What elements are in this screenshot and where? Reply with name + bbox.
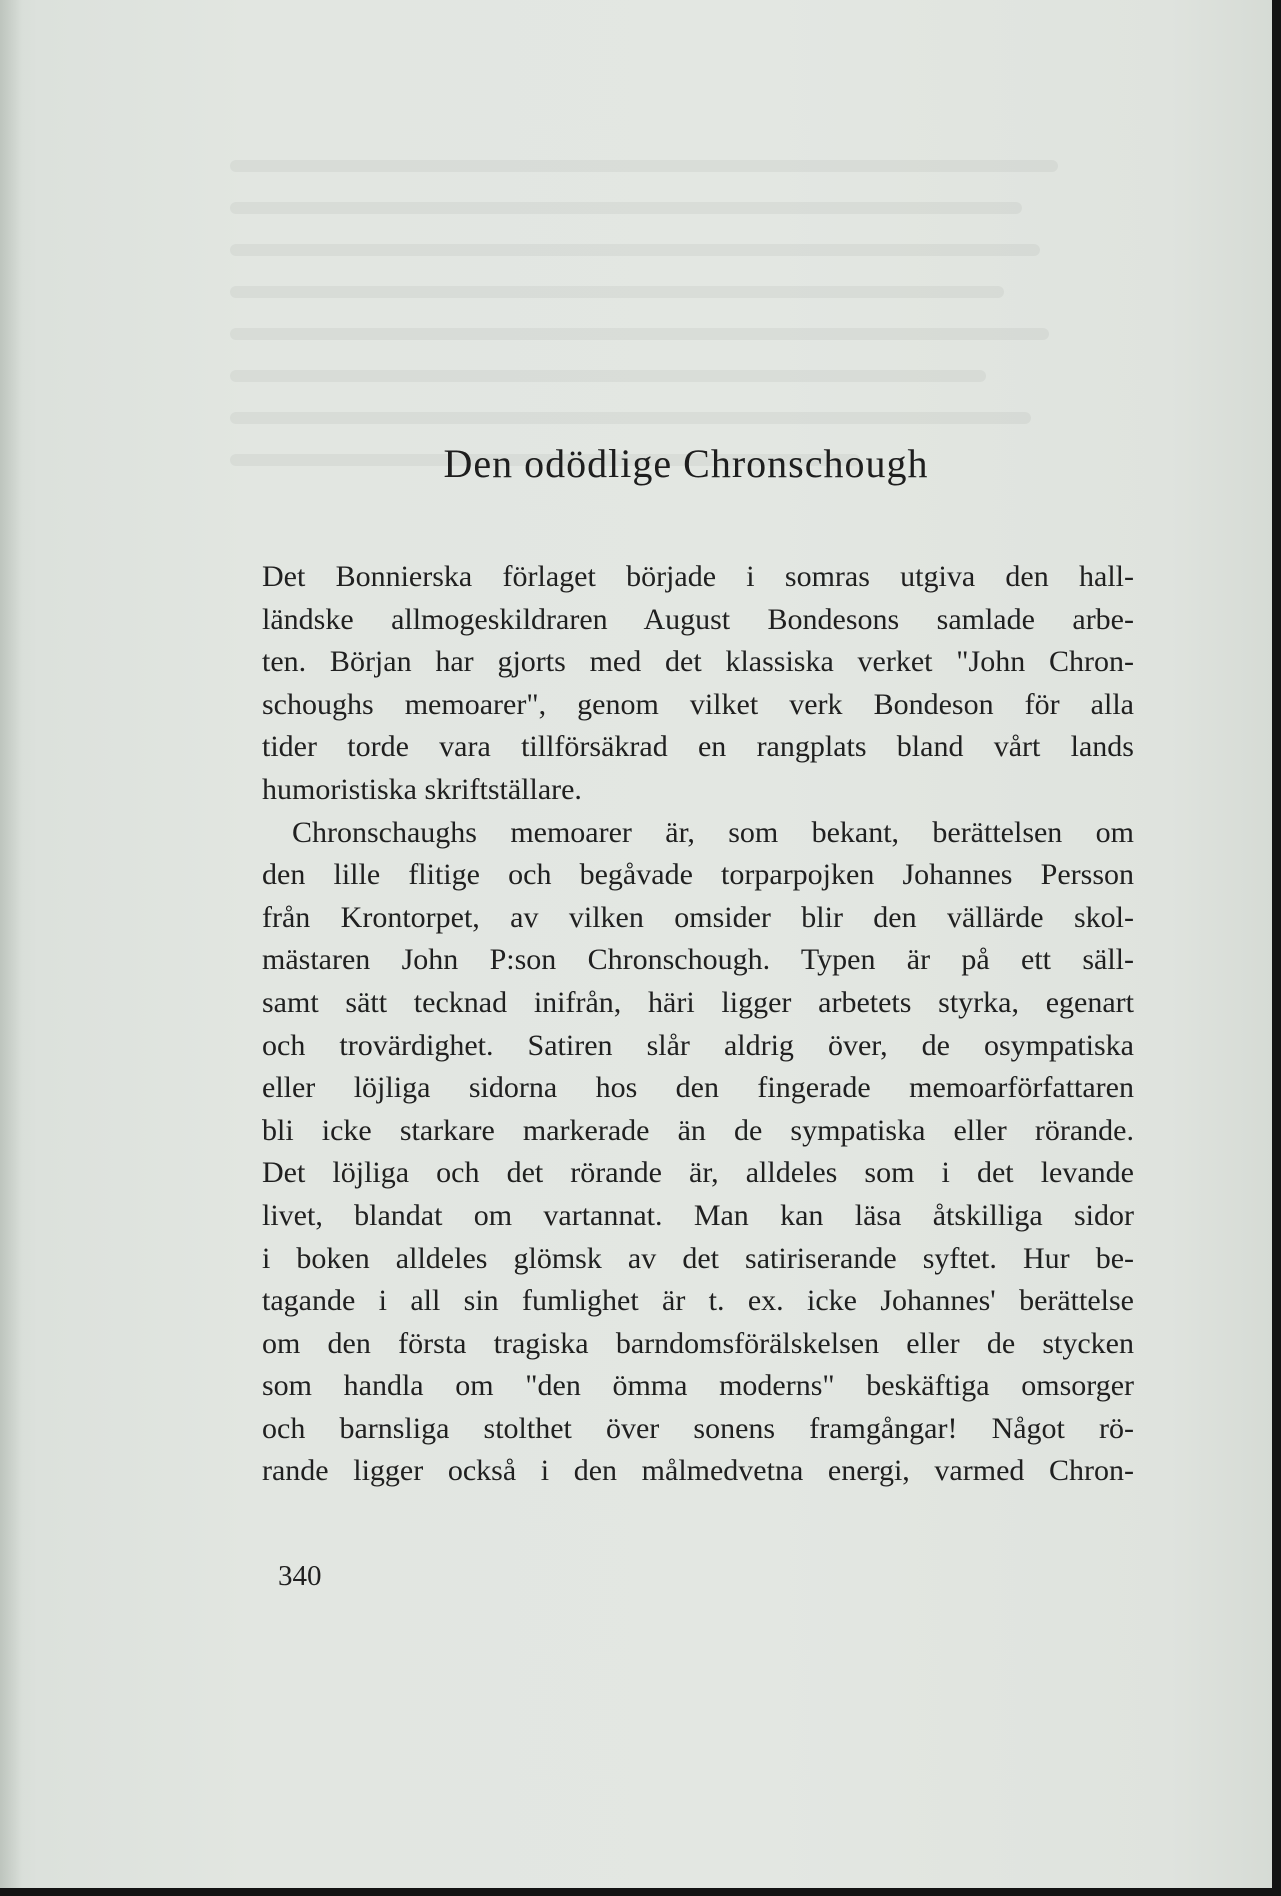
text-line: Chronschaughs memoarer är, som bekant, berättelsen om [292, 815, 1134, 849]
text-line: ten. Början har gjorts med det klassiska verket "John Chron- [262, 645, 1134, 679]
text-line: eller löjliga sidorna hos den fingerade memoarförfattaren [262, 1071, 1134, 1105]
text-line: i boken alldeles glömsk av det satiriserande syftet. Hur be- [262, 1241, 1134, 1275]
text-line: om den första tragiska barndomsförälskelsen eller de stycken [262, 1326, 1134, 1360]
text-line: Det Bonnierska förlaget började i somras utgiva den hall- [262, 560, 1134, 593]
text-line: tider torde vara tillförsäkrad en rangplats bland vårt lands [262, 730, 1134, 764]
bleed-through-texture [230, 160, 1130, 560]
text-line: den lille flitige och begåvade torparpojken Johannes Persson [262, 858, 1134, 892]
page-number: 340 [278, 1560, 322, 1592]
text-line: från Krontorpet, av vilken omsider blir den vällärde skol- [262, 900, 1134, 934]
paragraph-2 [262, 812, 1134, 1494]
text-line: och trovärdighet. Satiren slår aldrig över, de osympatiska [262, 1028, 1134, 1062]
paragraph-1 [262, 556, 1134, 812]
text-line: humoristiska skriftställare. [262, 772, 582, 806]
text-line: som handla om "den ömma moderns" beskäftiga omsorger [262, 1369, 1134, 1403]
text-line: samt sätt tecknad inifrån, häri ligger arbetets styrka, egenart [262, 985, 1134, 1019]
text-line: och barnsliga stolthet över sonens framgångar! Något rö- [262, 1411, 1134, 1445]
chapter-title: Den odödlige Chronschough [443, 441, 929, 486]
text-line: schoughs memoarer", genom vilket verk Bondeson för alla [262, 687, 1134, 721]
text-line: tagande i all sin fumlighet är t. ex. icke Johannes' berättelse [262, 1284, 1134, 1318]
text-line: mästaren John P:son Chronschough. Typen är på ett säll- [262, 943, 1134, 977]
text-line: livet, blandat om vartannat. Man kan läsa åtskilliga sidor [262, 1198, 1134, 1232]
text-line: bli icke starkare markerade än de sympatiska eller rörande. [262, 1113, 1134, 1147]
body-text [262, 556, 1134, 1493]
text-line: Det löjliga och det rörande är, alldeles som i det levande [262, 1156, 1134, 1190]
text-line: rande ligger också i den målmedvetna energi, varmed Chron- [262, 1454, 1134, 1488]
text-line: ländske allmogeskildraren August Bondesons samlade arbe- [262, 602, 1134, 636]
